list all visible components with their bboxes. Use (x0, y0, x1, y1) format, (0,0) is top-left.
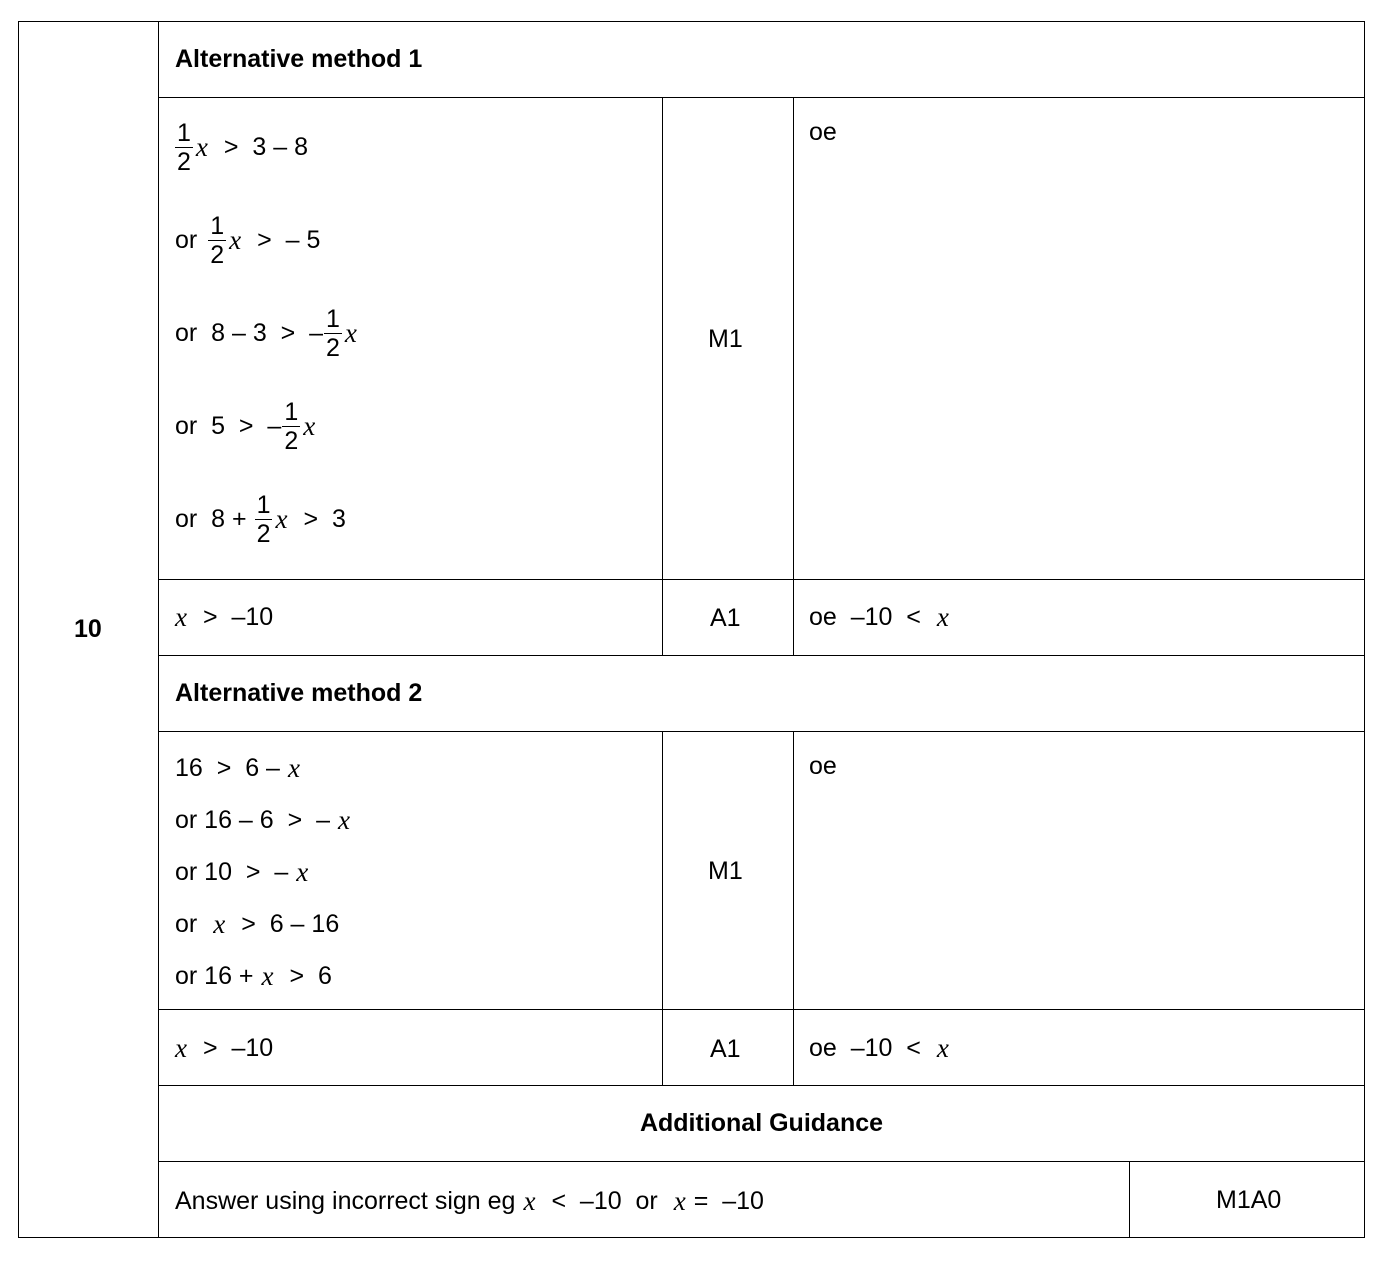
guidance-heading: Additional Guidance (639, 1109, 884, 1137)
m2-working-line-1: 16 > 6 – x (175, 753, 300, 783)
variable-x: x (195, 132, 208, 163)
question-number: 10 (74, 615, 102, 643)
variable-x: x (296, 857, 309, 887)
variable-x: x (337, 805, 350, 835)
border-bottom (18, 1237, 1365, 1238)
m1-mark-method2: M1 (708, 857, 743, 885)
working-prefix: or 8 – 3 > – (175, 319, 324, 348)
variable-x: x (287, 753, 300, 783)
rule-after-heading1 (158, 97, 1365, 98)
variable-x: x (175, 602, 187, 632)
variable-x: x (275, 504, 288, 535)
m1-working-line-2 (175, 213, 320, 269)
a1-answer-method1: x > –10 (175, 602, 274, 632)
variable-x: x (229, 225, 242, 256)
m2-working-line-4: or x > 6 – 16 (175, 909, 340, 939)
col-divider-question (158, 21, 159, 1238)
variable-x: x (936, 1033, 949, 1063)
a1-comment-method2: oe –10 < x (809, 1033, 949, 1063)
a1-comment-method1: oe –10 < x (809, 602, 949, 632)
variable-x: x (523, 1186, 536, 1216)
m1-working-line-5 (175, 492, 346, 548)
guidance-row-mark: M1A0 (1216, 1186, 1282, 1214)
a1-answer-method2: x > –10 (175, 1033, 274, 1063)
fraction: $\frac{1}{2}$ (326, 305, 340, 363)
guidance-row-text: Answer using incorrect sign eg x < –10 or x = –10 (175, 1186, 764, 1216)
col-divider-guidance-mark (1129, 1161, 1130, 1237)
m2-working-line-3: or 10 > – x (175, 857, 309, 887)
fraction: $\frac{1}{2}$ (177, 119, 191, 177)
variable-x: x (344, 318, 357, 349)
variable-x: x (673, 1186, 686, 1216)
fraction: $\frac{1}{2}$ (210, 212, 225, 270)
working-rest: > – 5 (257, 226, 321, 255)
m2-working-line-2: or 16 – 6 > – x (175, 805, 350, 835)
border-left (18, 21, 19, 1238)
a1-mark-method1: A1 (710, 604, 741, 632)
a1-mark-method2: A1 (710, 1035, 741, 1063)
m1-mark-method1: M1 (708, 325, 743, 353)
variable-x: x (936, 602, 949, 632)
method2-heading: Alternative method 2 (175, 679, 423, 707)
rule-after-heading2 (158, 731, 1365, 732)
col-divider-comment-m1a (793, 97, 794, 655)
m2-working-line-5: or 16 + x > 6 (175, 961, 332, 991)
variable-x: x (261, 961, 274, 991)
variable-x: x (175, 1033, 187, 1063)
working-prefix: or 5 > – (175, 412, 282, 441)
border-top (18, 21, 1365, 22)
rule-after-guidance-heading (158, 1161, 1365, 1162)
fraction: $\frac{1}{2}$ (256, 491, 271, 549)
working-rest: > 3 – 8 (223, 133, 308, 162)
working-prefix: or 8 + (175, 505, 247, 534)
border-right (1364, 21, 1365, 1238)
variable-x: x (303, 411, 316, 442)
m1-comment-method1: oe (809, 118, 837, 146)
method1-heading: Alternative method 1 (175, 45, 423, 73)
variable-x: x (213, 909, 226, 939)
m1-working-line-4 (175, 399, 315, 455)
rule-after-m1-row1 (158, 579, 1365, 580)
col-divider-mark-m1a (662, 97, 663, 655)
working-prefix: or (175, 226, 198, 255)
m1-working-line-1 (175, 120, 308, 176)
col-divider-mark-m2 (662, 731, 663, 1085)
rule-after-a1-row2 (158, 1085, 1365, 1086)
working-rest: > 3 (303, 505, 346, 534)
col-divider-comment-m2 (793, 731, 794, 1085)
fraction: $\frac{1}{2}$ (284, 398, 299, 456)
m1-working-line-3 (175, 306, 357, 362)
m1-comment-method2: oe (809, 752, 837, 780)
rule-after-m1-row2 (158, 1009, 1365, 1010)
rule-after-a1-row1 (158, 655, 1365, 656)
